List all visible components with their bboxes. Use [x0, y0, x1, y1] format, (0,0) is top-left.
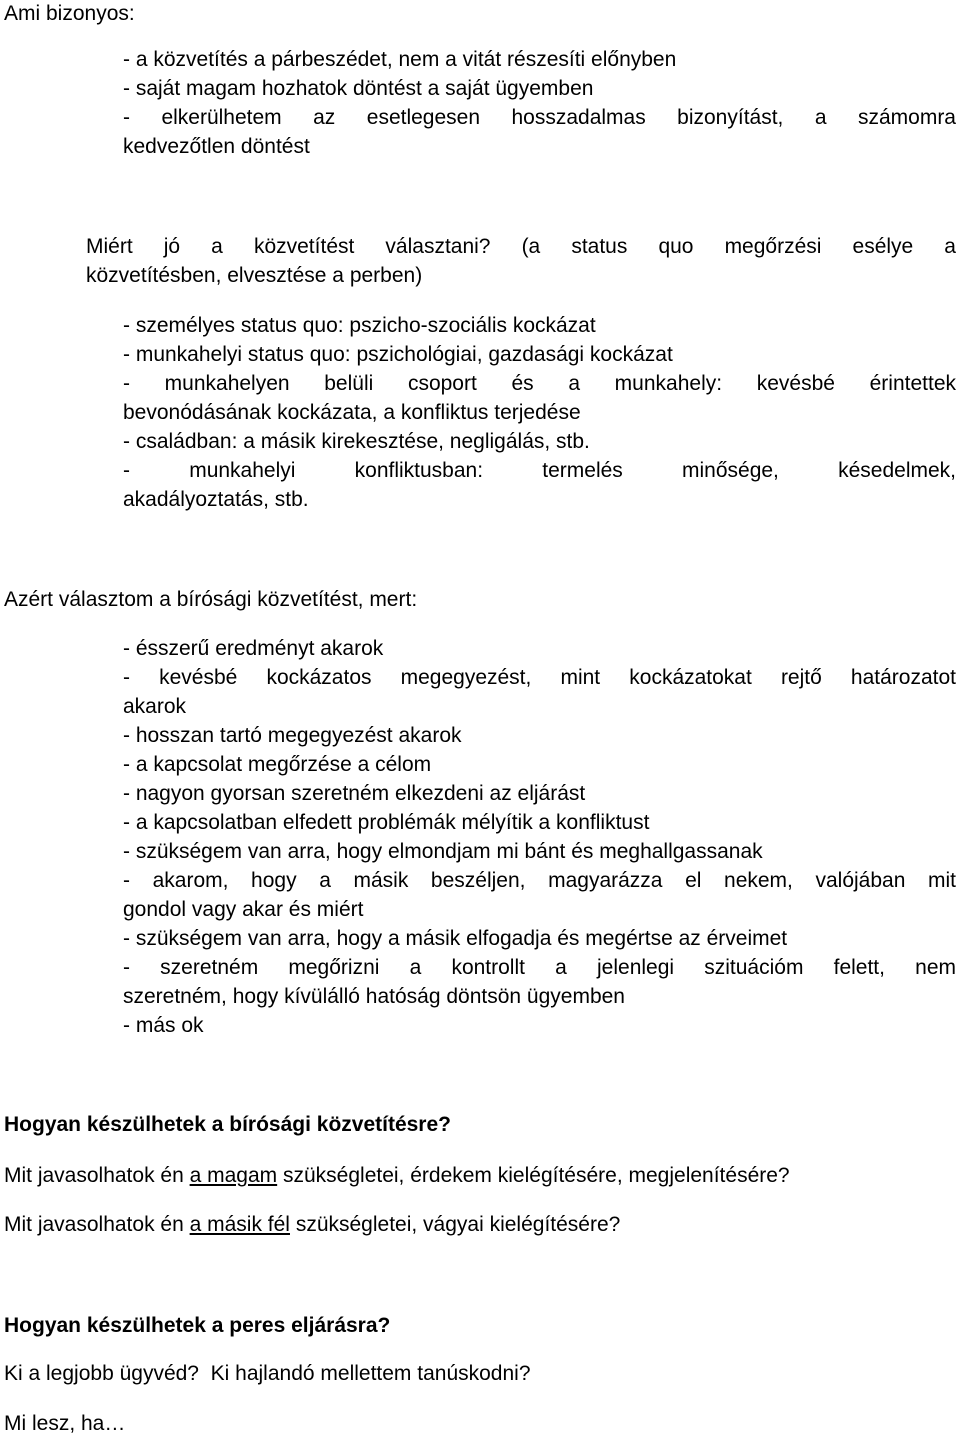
section-4-heading: Hogyan készülhetek a bírósági közvetítésre? — [4, 1113, 451, 1136]
section-2-intro — [86, 232, 956, 290]
section-3-heading-block — [4, 585, 944, 614]
list-item: - szeretném megőrizni a kontrollt a jelenlegi szituációm felett, nem — [123, 956, 956, 979]
question-text: szükségletei, érdekem kielégítésére, megjelenítésére? — [277, 1164, 790, 1187]
section-5-heading: Hogyan készülhetek a peres eljárásra? — [4, 1314, 391, 1337]
list-item: akarok — [123, 695, 187, 718]
list-item: akadályoztatás, stb. — [123, 488, 309, 511]
section-2-intro-line-1: Miért jó a közvetítést választani? (a status quo megőrzési esélye a — [86, 235, 956, 258]
section-1-heading-block — [4, 0, 944, 28]
list-item: gondol vagy akar és miért — [123, 898, 364, 921]
list-item: szeretném, hogy kívülálló hatóság döntsön ügyemben — [123, 985, 625, 1008]
list-item: - családban: a másik kirekesztése, negligálás, stb. — [123, 430, 590, 453]
list-item: - munkahelyen belüli csoport és a munkahely: kevésbé érintettek — [123, 372, 956, 395]
list-item: - hosszan tartó megegyezést akarok — [123, 724, 462, 747]
underlined-phrase: a magam — [189, 1164, 278, 1187]
list-item: - saját magam hozhatok döntést a saját ügyemben — [123, 77, 594, 100]
section-3-list — [123, 634, 956, 1040]
section-2-intro-line-2: közvetítésben, elvesztése a perben) — [86, 264, 423, 287]
list-item: - ésszerű eredményt akarok — [123, 637, 384, 660]
section-1-list — [123, 45, 956, 161]
list-item: - szükségem van arra, hogy elmondjam mi bánt és meghallgassanak — [123, 840, 763, 863]
section-1-heading: Ami bizonyos: — [4, 2, 135, 25]
section-5-line-1: Ki a legjobb ügyvéd? Ki hajlandó mellettem tanúskodni? — [4, 1362, 531, 1385]
section-4-question-2 — [4, 1210, 956, 1239]
list-item: kedvezőtlen döntést — [123, 135, 310, 158]
underlined-phrase: a másik fél — [189, 1213, 290, 1236]
list-item: - a kapcsolatban elfedett problémák mélyítik a konfliktust — [123, 811, 650, 834]
list-item: - munkahelyi status quo: pszichológiai, gazdasági kockázat — [123, 343, 673, 366]
section-5-line-2: Mi lesz, ha… — [4, 1412, 126, 1435]
list-item: bevonódásának kockázata, a konfliktus terjedése — [123, 401, 581, 424]
question-text: szükségletei, vágyai kielégítésére? — [289, 1213, 621, 1236]
list-item: - más ok — [123, 1014, 204, 1037]
question-line — [4, 1210, 956, 1239]
section-5-line-1-block — [4, 1359, 944, 1388]
list-item: - kevésbé kockázatos megegyezést, mint kockázatokat rejtő határozatot — [123, 666, 956, 689]
list-item: - személyes status quo: pszicho-szociális kockázat — [123, 314, 596, 337]
list-item: - a kapcsolat megőrzése a célom — [123, 753, 432, 776]
list-item: - a közvetítés a párbeszédet, nem a vitát részesíti előnyben — [123, 48, 677, 71]
section-2-list — [123, 311, 956, 514]
question-line — [4, 1161, 956, 1190]
question-text: Mit javasolhatok én — [4, 1213, 190, 1236]
list-item: - elkerülhetem az esetlegesen hosszadalmas bizonyítást, a számomra — [123, 106, 956, 129]
question-text: Mit javasolhatok én — [4, 1164, 190, 1187]
list-item: - akarom, hogy a másik beszéljen, magyarázza el nekem, valójában mit — [123, 869, 956, 892]
section-3-heading: Azért választom a bírósági közvetítést, mert: — [4, 588, 418, 611]
list-item: - munkahelyi konfliktusban: termelés minősége, késedelmek, — [123, 459, 956, 482]
section-5-heading-block — [4, 1311, 944, 1340]
section-5-line-2-block — [4, 1409, 944, 1438]
section-4-question-1 — [4, 1161, 956, 1190]
list-item: - nagyon gyorsan szeretném elkezdeni az eljárást — [123, 782, 586, 805]
section-4-heading-block — [4, 1110, 944, 1139]
list-item: - szükségem van arra, hogy a másik elfogadja és megértse az érveimet — [123, 927, 788, 950]
